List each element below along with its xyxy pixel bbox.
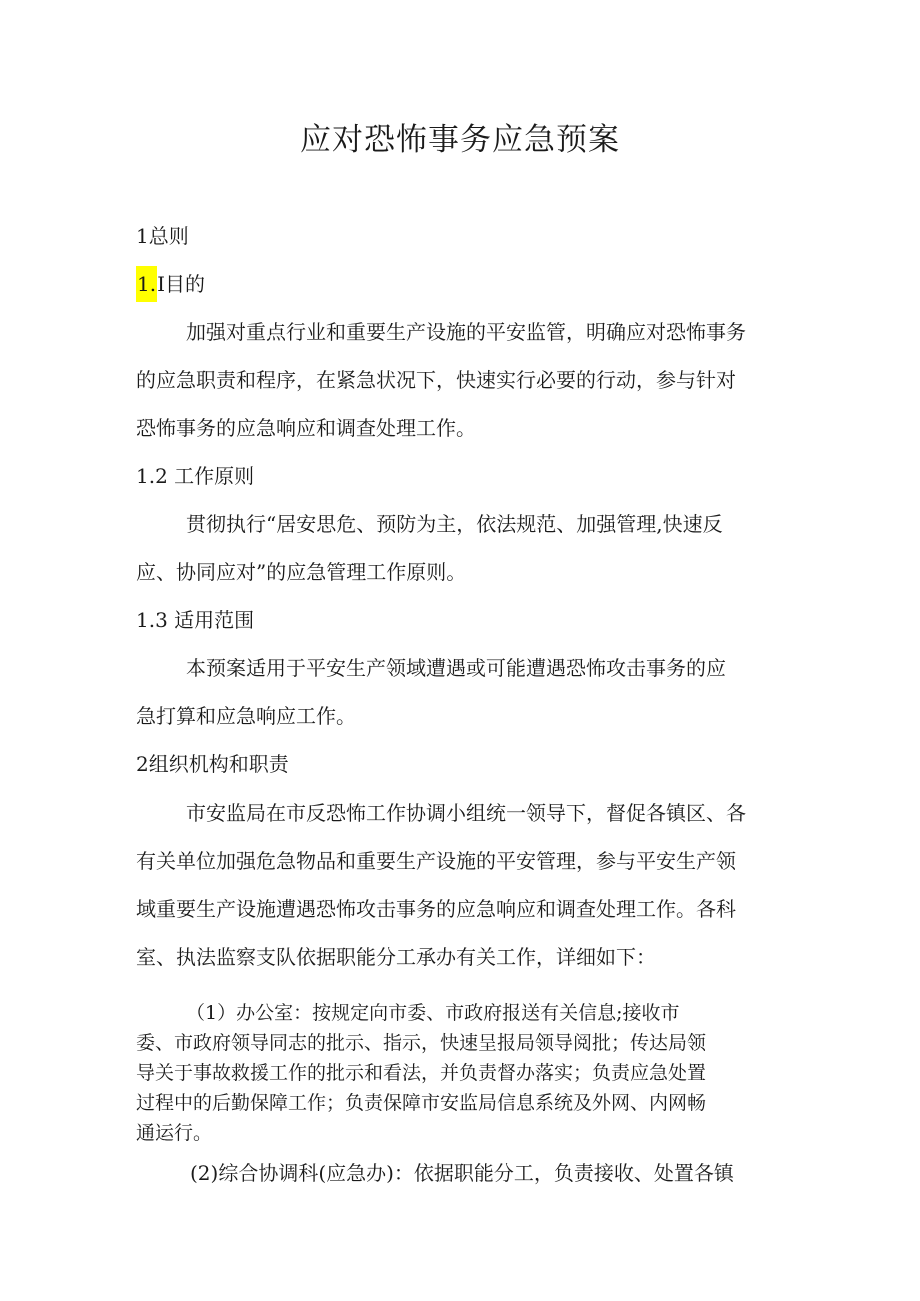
s2-p1-line: 市安监局在市反恐怖工作协调小组统一领导下，督促各镇区、各 [186,801,746,825]
s2-item1-line: 通运行。 [136,1122,213,1144]
s1-p3-line: 本预案适用于平安生产领域遭遇或可能遭遇恐怖攻击事务的应 [186,656,726,680]
section-1-3-heading: 1.3 适用范围 [136,608,255,632]
section-1-1-label: I目的 [157,272,205,296]
section-1-1-heading [136,270,205,298]
s1-p2-line: 贯彻执行“居安思危、预防为主，依法规范、加强管理,快速反 [186,512,723,536]
s1-p1-line: 恐怖事务的应急响应和调查处理工作。 [136,416,476,440]
s1-p2-line: 应、协同应对”的应急管理工作原则。 [136,560,467,584]
s2-item1-line: 委、市政府领导同志的批示、指示，快速呈报局领导阅批；传达局领 [136,1032,707,1054]
s2-item2-line: (2)综合协调科(应急办)：依据职能分工，负责接收、处置各镇 [190,1161,734,1185]
s1-p1-line: 加强对重点行业和重要生产设施的平安监管，明确应对恐怖事务 [186,320,746,344]
s1-p3-line: 急打算和应急响应工作。 [136,704,356,728]
section-1-heading: 1总则 [136,224,189,248]
s1-p1-line: 的应急职责和程序，在紧急状况下，快速实行必要的行动，参与针对 [136,368,736,392]
s2-p1-line: 域重要生产设施遭遇恐怖攻击事务的应急响应和调查处理工作。各科 [136,897,736,921]
s2-p1-line: 室、执法监察支队依据职能分工承办有关工作，详细如下： [136,945,656,969]
s2-item1-line: 过程中的后勤保障工作；负责保障市安监局信息系统及外网、内网畅 [136,1092,707,1114]
section-2-heading: 2组织机构和职责 [136,752,289,776]
section-1-2-heading: 1.2 工作原则 [136,464,255,488]
highlighted-number: 1. [136,266,157,302]
document-title: 应对恐怖事务应急预案 [300,122,620,158]
s2-item1-line: （1）办公室：按规定向市委、市政府报送有关信息;接收市 [186,1002,680,1024]
s2-item1-line: 导关于事故救援工作的批示和看法，并负责督办落实；负责应急处置 [136,1062,707,1084]
s2-p1-line: 有关单位加强危急物品和重要生产设施的平安管理，参与平安生产领 [136,849,736,873]
